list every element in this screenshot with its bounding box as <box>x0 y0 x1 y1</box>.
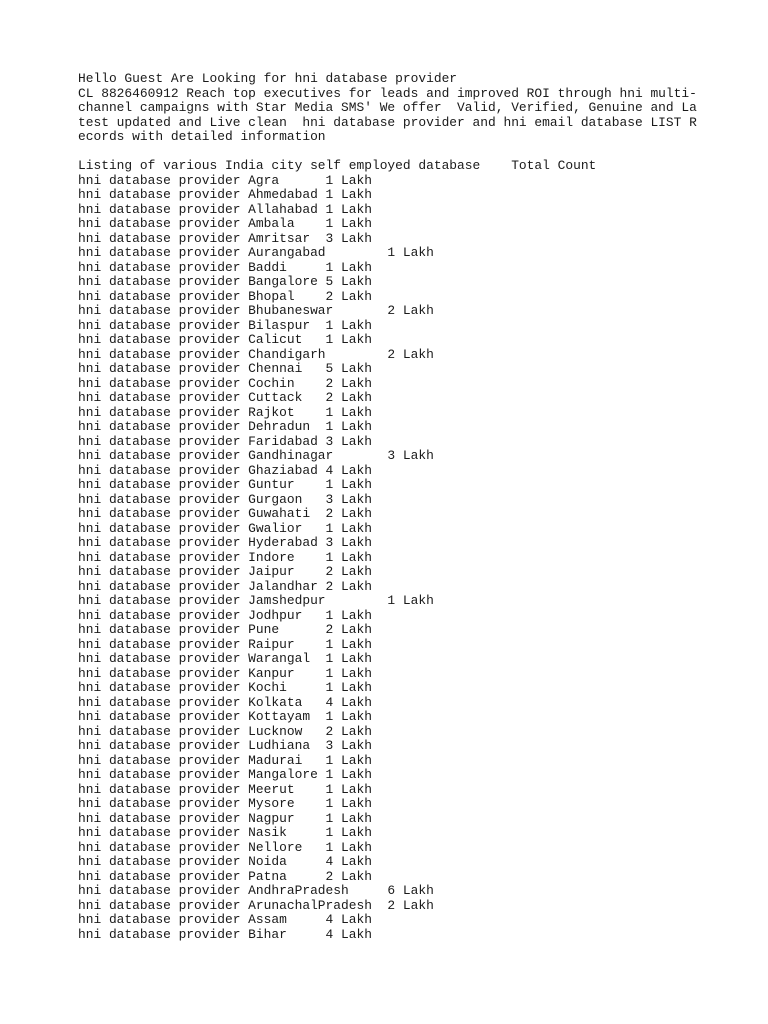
listing-row: hni database provider Bangalore 5 Lakh <box>78 274 372 289</box>
listing-row: hni database provider Jaipur 2 Lakh <box>78 564 372 579</box>
intro-line: ecords with detailed information <box>78 129 326 144</box>
intro-line: test updated and Live clean hni database provider and hni email database LIST R <box>78 114 697 130</box>
listing-row: hni database provider Gwalior 1 Lakh <box>78 520 372 536</box>
listing-row: hni database provider Mangalore 1 Lakh <box>78 767 372 782</box>
listing-row: hni database provider Gandhinagar 3 Lakh <box>78 448 434 463</box>
listing-row: hni database provider Aurangabad 1 Lakh <box>78 245 434 260</box>
listing-row: hni database provider Patna 2 Lakh <box>78 868 372 884</box>
listing-row: hni database provider Guwahati 2 Lakh <box>78 506 372 521</box>
listing-row: hni database provider Bhopal 2 Lakh <box>78 288 372 304</box>
listing-row: hni database provider Kottayam 1 Lakh <box>78 709 372 724</box>
listing-row: hni database provider Nellore 1 Lakh <box>78 839 372 855</box>
document-page <box>78 72 718 942</box>
listing-row: hni database provider Ambala 1 Lakh <box>78 216 372 231</box>
listing-row: hni database provider Nasik 1 Lakh <box>78 825 372 840</box>
listing-row: hni database provider Ludhiana 3 Lakh <box>78 738 372 753</box>
listing-row: hni database provider Nagpur 1 Lakh <box>78 810 372 826</box>
listing-row: hni database provider Kochi 1 Lakh <box>78 680 372 695</box>
listing-row: hni database provider Faridabad 3 Lakh <box>78 433 372 449</box>
listing-row: hni database provider Madurai 1 Lakh <box>78 752 372 768</box>
listing-row: hni database provider Indore 1 Lakh <box>78 549 372 565</box>
listing-row: hni database provider Mysore 1 Lakh <box>78 796 372 811</box>
listing-row: hni database provider ArunachalPradesh 2 Lakh <box>78 897 434 913</box>
listing-row: hni database provider Jalandhar 2 Lakh <box>78 578 372 594</box>
listing-row: hni database provider Noida 4 Lakh <box>78 854 372 869</box>
listing-row: hni database provider Agra 1 Lakh <box>78 172 372 188</box>
listing-row: hni database provider Baddi 1 Lakh <box>78 259 372 275</box>
intro-paragraph <box>78 72 718 145</box>
listing-row: hni database provider Calicut 1 Lakh <box>78 332 372 347</box>
listing-row: hni database provider Ahmedabad 1 Lakh <box>78 187 372 202</box>
listing-row: hni database provider Hyderabad 3 Lakh <box>78 535 372 550</box>
listing-row: hni database provider Bilaspur 1 Lakh <box>78 317 372 333</box>
listing-row: hni database provider Bhubaneswar 2 Lakh <box>78 303 434 318</box>
listing-rows <box>78 174 718 943</box>
listing-row: hni database provider Assam 4 Lakh <box>78 912 372 927</box>
listing-row: hni database provider Chandigarh 2 Lakh <box>78 346 434 362</box>
listing-row: hni database provider Warangal 1 Lakh <box>78 651 372 666</box>
listing-row: hni database provider Bihar 4 Lakh <box>78 926 372 942</box>
listing-row: hni database provider Meerut 1 Lakh <box>78 781 372 797</box>
listing-row: hni database provider Guntur 1 Lakh <box>78 477 372 492</box>
listing-row: hni database provider Kanpur 1 Lakh <box>78 665 372 681</box>
listing-row: hni database provider Pune 2 Lakh <box>78 622 372 637</box>
listing-row: hni database provider Jodhpur 1 Lakh <box>78 607 372 623</box>
intro-line: CL 8826460912 Reach top executives for leads and improved ROI through hni multi- <box>78 85 697 101</box>
listing-row: hni database provider Cuttack 2 Lakh <box>78 390 372 405</box>
intro-line: Hello Guest Are Looking for hni database provider <box>78 71 458 86</box>
listing-row: hni database provider Raipur 1 Lakh <box>78 636 372 652</box>
listing-row: hni database provider Allahabad 1 Lakh <box>78 201 372 217</box>
intro-line: channel campaigns with Star Media SMS' We offer Valid, Verified, Genuine and La <box>78 100 697 115</box>
listing-row: hni database provider Dehradun 1 Lakh <box>78 419 372 434</box>
listing-row: hni database provider Kolkata 4 Lakh <box>78 694 372 710</box>
listing-row: hni database provider AndhraPradesh 6 Lakh <box>78 883 434 898</box>
listing-row: hni database provider Gurgaon 3 Lakh <box>78 491 372 507</box>
listing-row: hni database provider Jamshedpur 1 Lakh <box>78 593 434 608</box>
listing-header: Listing of various India city self employed database Total Count <box>78 158 597 173</box>
listing-row: hni database provider Amritsar 3 Lakh <box>78 230 372 246</box>
listing-row: hni database provider Chennai 5 Lakh <box>78 361 372 376</box>
listing-row: hni database provider Cochin 2 Lakh <box>78 375 372 391</box>
listing-row: hni database provider Lucknow 2 Lakh <box>78 723 372 739</box>
listing-row: hni database provider Ghaziabad 4 Lakh <box>78 462 372 478</box>
spacer <box>78 145 718 160</box>
listing-row: hni database provider Rajkot 1 Lakh <box>78 404 372 420</box>
